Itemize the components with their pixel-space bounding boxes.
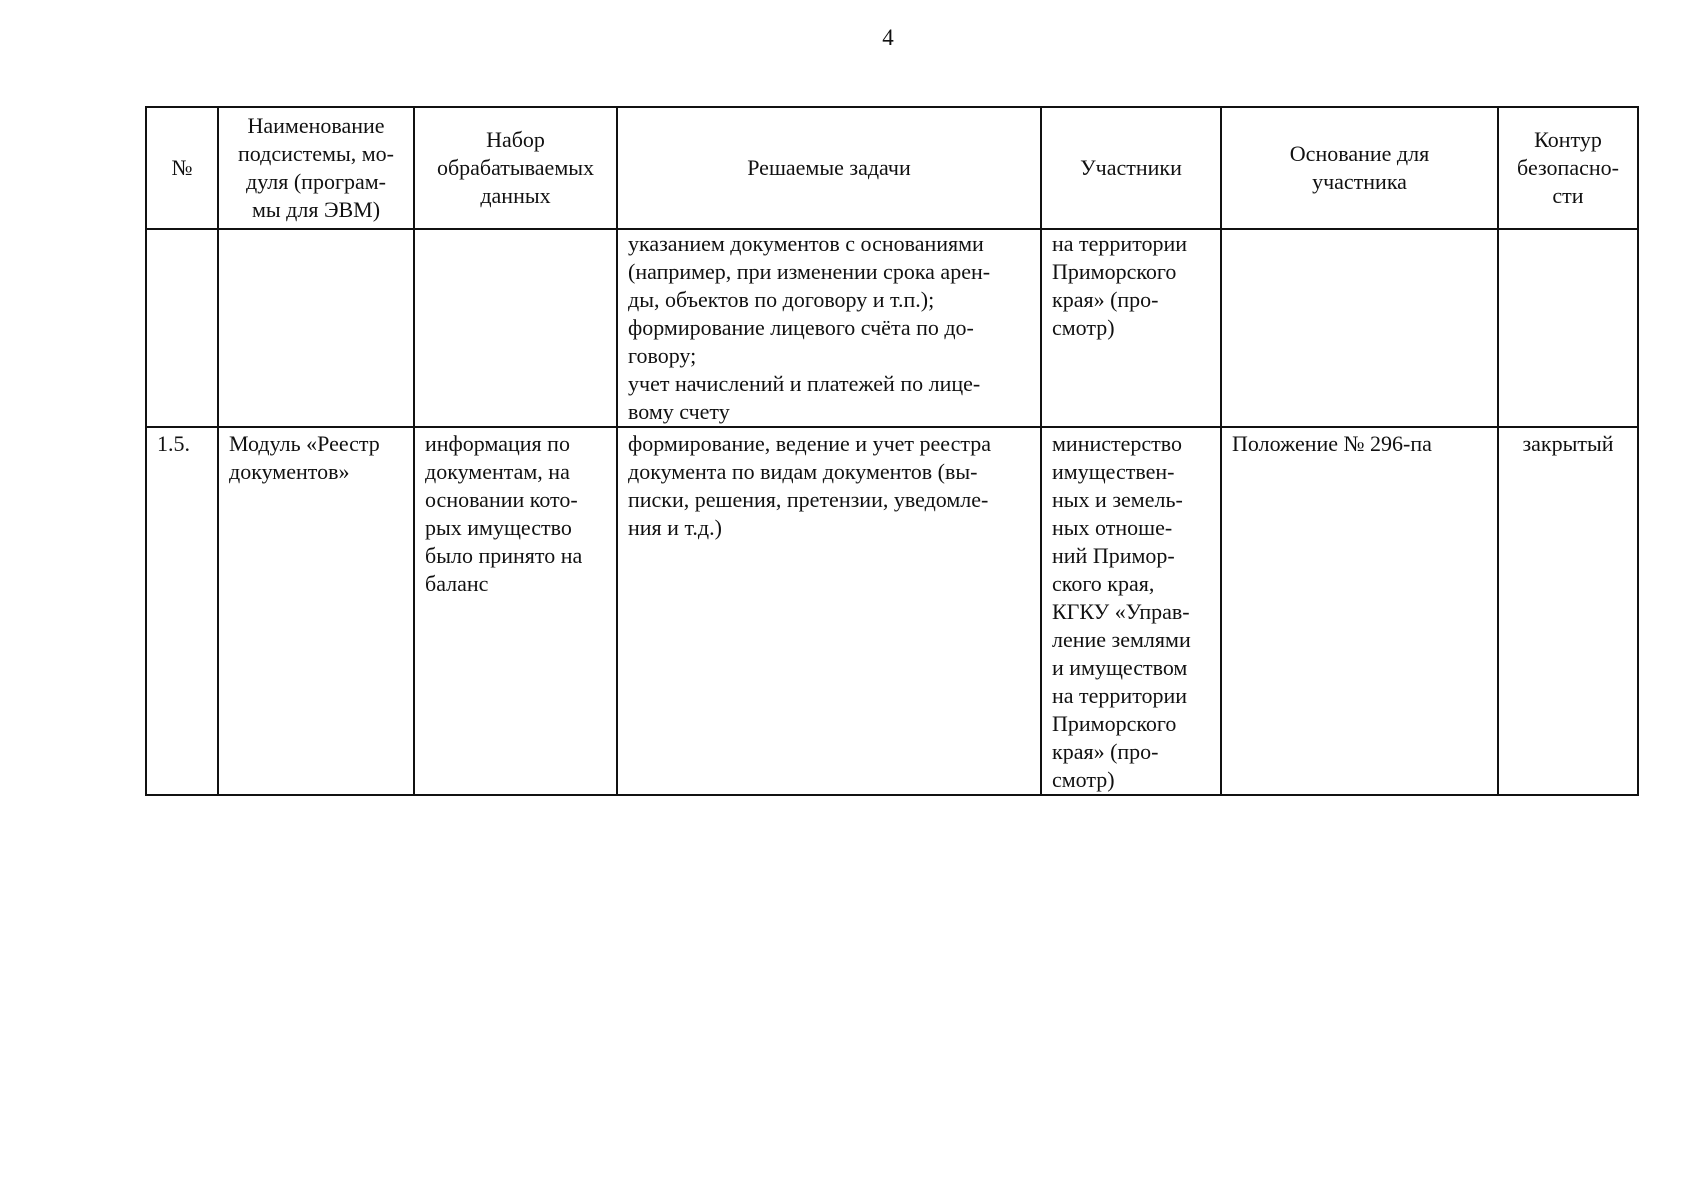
header-subsystem-name: Наименование подсистемы, мо- дуля (програм- мы для ЭВМ)	[218, 107, 414, 229]
header-number: №	[146, 107, 218, 229]
header-data-set: Набор обрабатываемых данных	[414, 107, 617, 229]
cell-tasks: формирование, ведение и учет реестра документа по видам документов (вы- писки, решения, претензии, уведомле- ния и т.д.)	[617, 427, 1041, 795]
table-header-row	[146, 107, 1638, 229]
cell-data-set: информация по документам, на основании кото- рых имущество было принято на баланс	[414, 427, 617, 795]
cell-subsystem-name	[218, 229, 414, 427]
header-participants: Участники	[1041, 107, 1221, 229]
page-number: 4	[882, 25, 894, 50]
cell-basis: Положение № 296-па	[1221, 427, 1498, 795]
cell-number	[146, 229, 218, 427]
header-tasks: Решаемые задачи	[617, 107, 1041, 229]
cell-data-set	[414, 229, 617, 427]
header-security-contour: Контур безопасно- сти	[1498, 107, 1638, 229]
cell-basis	[1221, 229, 1498, 427]
header-basis: Основание для участника	[1221, 107, 1498, 229]
table-row	[146, 229, 1638, 427]
table-row	[146, 427, 1638, 795]
cell-participants: министерство имуществен- ных и земель- ных отноше- ний Примор- ского края, КГКУ «Управ- ление землями и имуществом на территории Приморского края» (про- смотр)	[1041, 427, 1221, 795]
cell-subsystem-name: Модуль «Реестр документов»	[218, 427, 414, 795]
registry-table	[145, 106, 1639, 796]
cell-number: 1.5.	[146, 427, 218, 795]
cell-security-contour	[1498, 229, 1638, 427]
cell-security-contour: закрытый	[1498, 427, 1638, 795]
cell-tasks: указанием документов с основаниями (например, при изменении срока арен- ды, объектов по договору и т.п.); формирование лицевого счёта по до- говору; учет начислений и платежей по лице- вому счету	[617, 229, 1041, 427]
cell-participants: на территории Приморского края» (про- смотр)	[1041, 229, 1221, 427]
